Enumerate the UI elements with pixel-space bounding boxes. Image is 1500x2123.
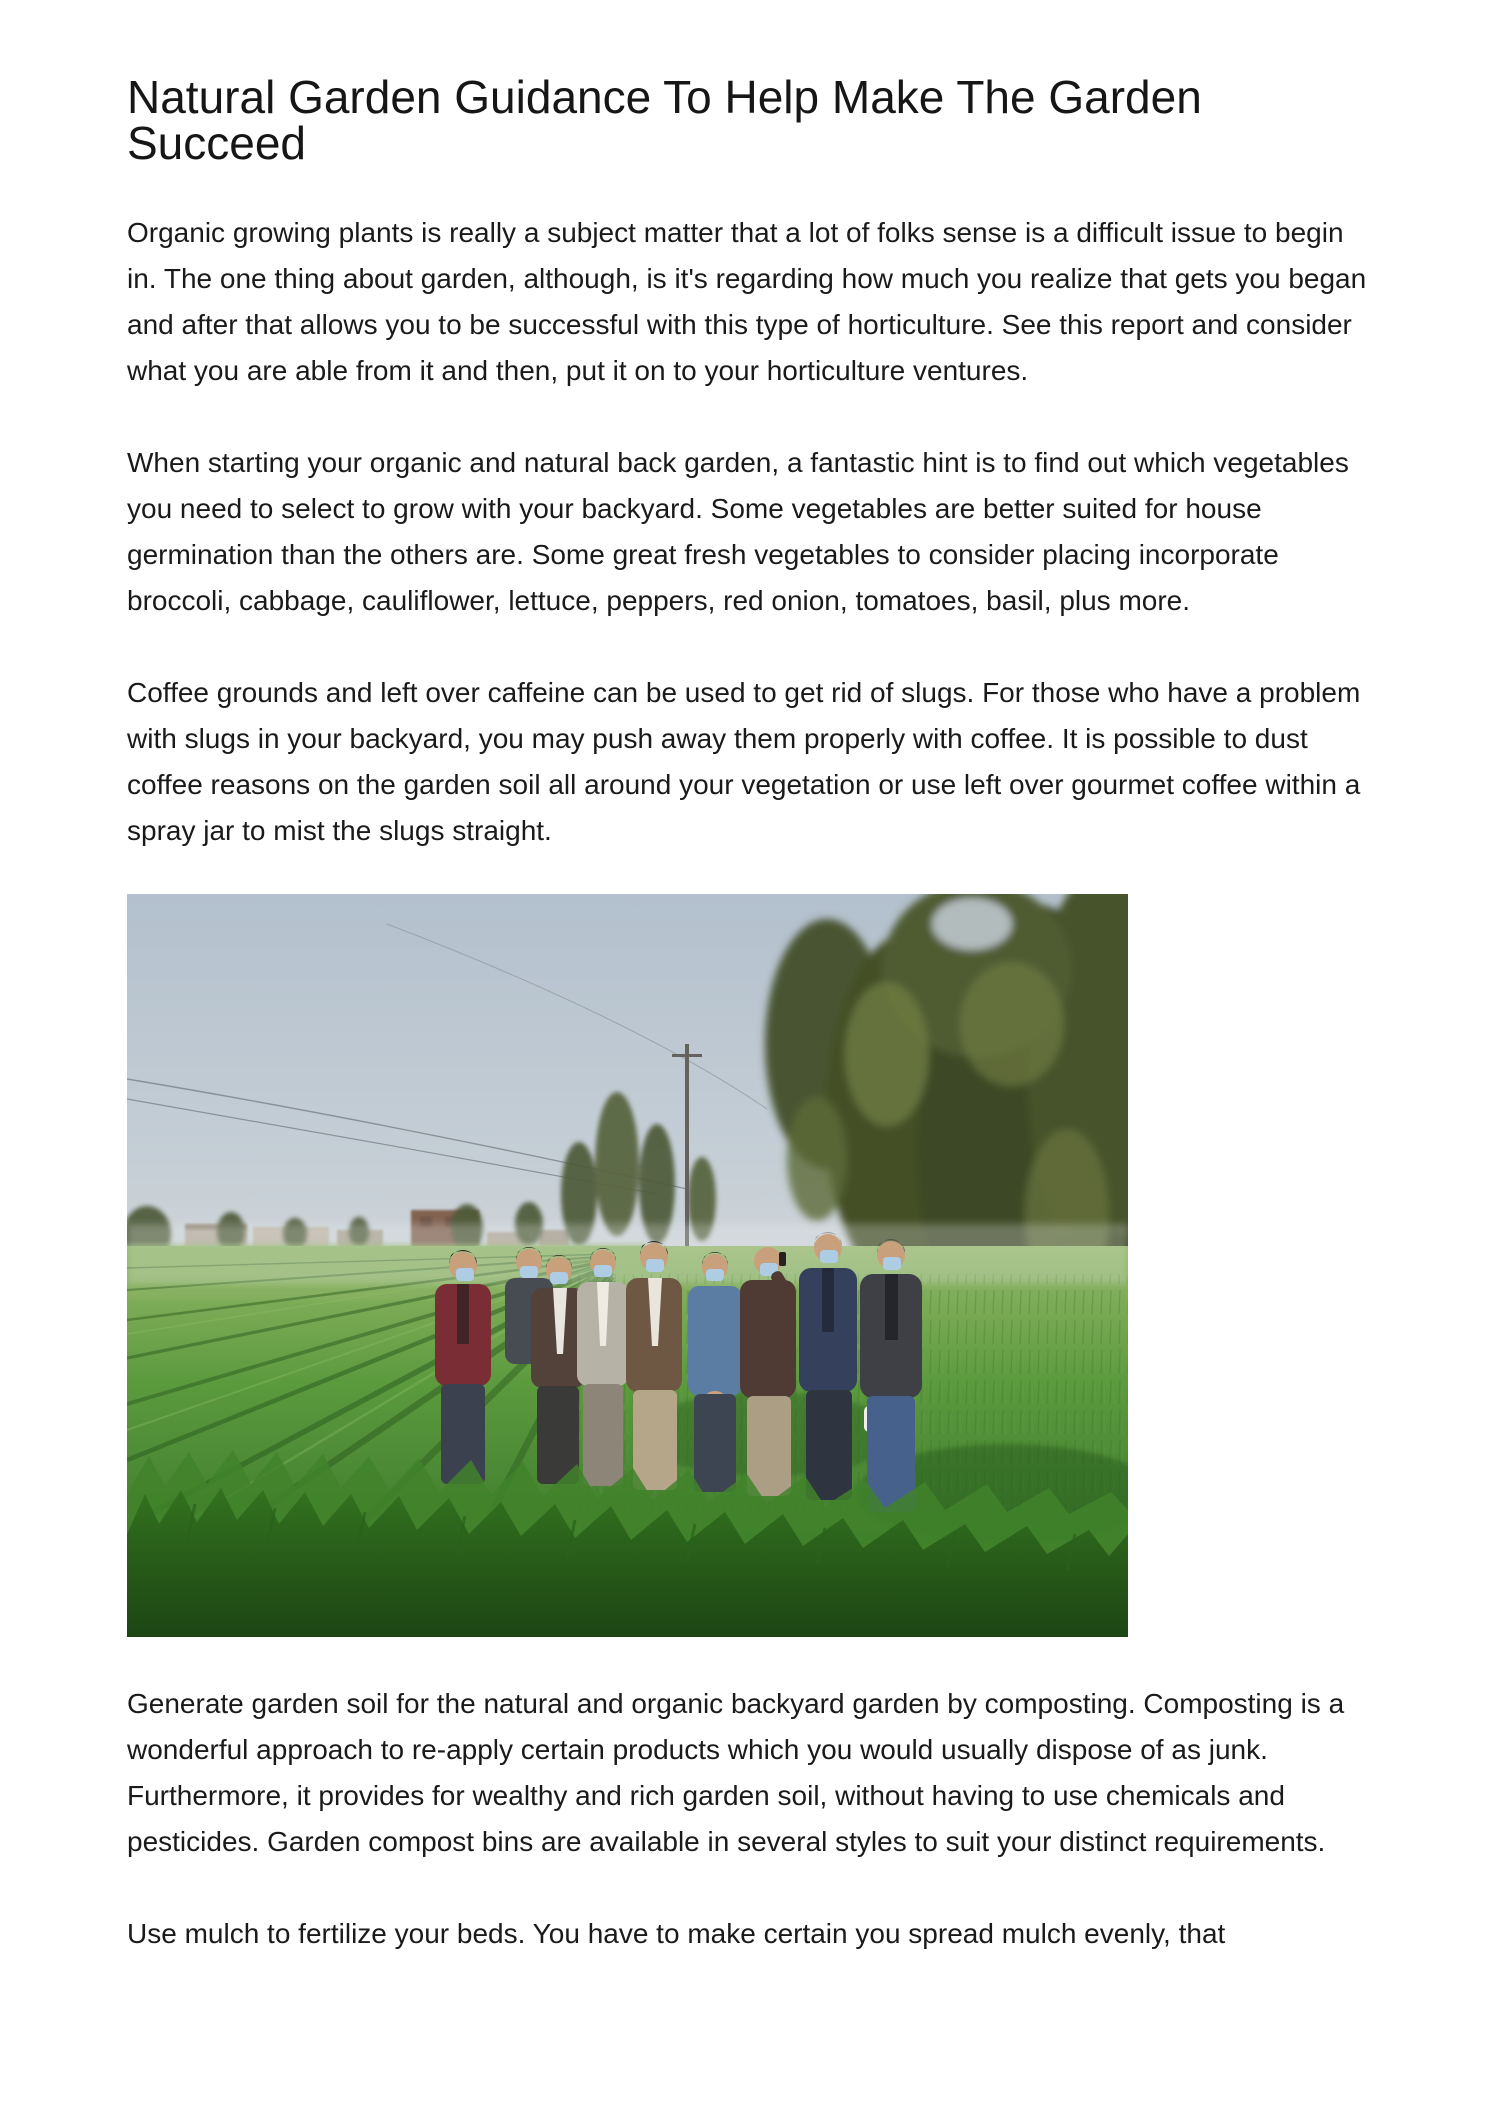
person-brown-jacket bbox=[531, 1255, 585, 1484]
paragraph-intro: Organic growing plants is really a subject matter that a lot of folks sense is a difficult issue to begin in. The one thing about garden, although, is it's regarding how much you realize that gets you began and after that allows you to be successful with this type of horticulture. See this report and consider what you are able from it and then, put it on to your horticulture ventures. bbox=[127, 217, 1367, 386]
field-photo-illustration bbox=[127, 894, 1128, 1637]
paragraph-mulch: Use mulch to fertilize your beds. You have to make certain you spread mulch evenly, that bbox=[127, 1918, 1226, 1949]
person-grey-vest bbox=[577, 1248, 629, 1486]
person-navy-jacket bbox=[799, 1232, 857, 1500]
page-title: Natural Garden Guidance To Help Make The Garden Succeed bbox=[127, 71, 1202, 169]
paragraph-coffee-grounds: Coffee grounds and left over caffeine can be used to get rid of slugs. For those who have a problem with slugs in your backyard, you may push away them properly with coffee. It is possible to dust coffee reasons on the garden soil all around your vegetation or use left over gourmet coffee within a spray jar to mist the slugs straight. bbox=[127, 677, 1361, 846]
person-on-phone bbox=[740, 1247, 797, 1496]
article-photo bbox=[127, 894, 1128, 1637]
paragraph-composting: Generate garden soil for the natural and organic backyard garden by composting. Composting is a wonderful approach to re-apply certain products which you would usually dispose of as junk. Furthermore, it provides for wealthy and rich garden soil, without having to use chemicals and pesticides. Garden compost bins are available in several styles to suit your distinct requirements. bbox=[127, 1688, 1345, 1857]
paragraph-vegetables: When starting your organic and natural back garden, a fantastic hint is to find out which vegetables you need to select to grow with your backyard. Some vegetables are better suited for house germination than the others are. Some great fresh vegetables to consider placing incorporate broccoli, cabbage, cauliflower, lettuce, peppers, red onion, tomatoes, basil, plus more. bbox=[127, 447, 1349, 616]
person-denim-jeans bbox=[860, 1239, 922, 1512]
person-blue-sweater bbox=[688, 1252, 742, 1492]
person-maroon-cardigan bbox=[435, 1250, 491, 1484]
